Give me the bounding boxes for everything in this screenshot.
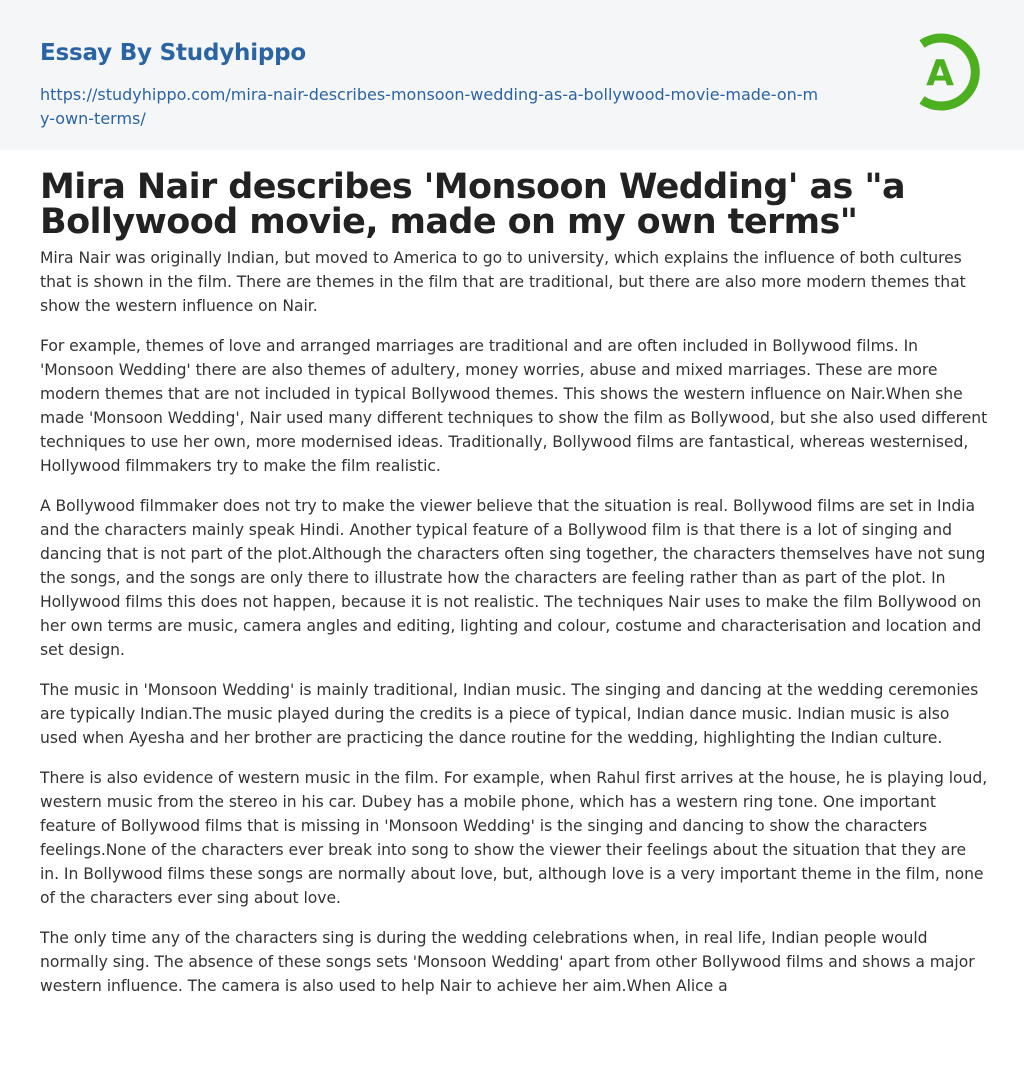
- essay-paragraph: Mira Nair was originally Indian, but moved to America to go to university, which explains the influence of both cultures that is shown in the film. There are themes in the film that are traditional, but there are also more modern themes that show the western influence on Nair.: [40, 249, 966, 315]
- essay-title: Mira Nair describes 'Monsoon Wedding' as "a Bollywood movie, made on my own terms": [40, 167, 905, 242]
- essay-paragraph: There is also evidence of western music in the film. For example, when Rahul first arrives at the house, he is playing loud, western music from the stereo in his car. Dubey has a mobile phone, which has a western ring tone. One important feature of Bollywood films that is missing in 'Monsoon Wedding' is the singing and dancing to show the characters feelings.None of the characters ever break into song to show the viewer their feelings about the situation that they are in. In Bollywood films these songs are normally about love, but, although love is a very important theme in the film, none of the characters ever sing about love.: [40, 769, 988, 907]
- essay-paragraph: A Bollywood filmmaker does not try to make the viewer believe that the situation is real. Bollywood films are set in India and the characters mainly speak Hindi. Another typical feature of a Bollywood film is that there is a lot of singing and dancing that is not part of the plot.Although the characters often sing together, the characters themselves have not sung the songs, and the songs are only there to illustrate how the characters are feeling rather than as part of the plot. In Hollywood films this does not happen, because it is not realistic. The techniques Nair uses to make the film Bollywood on her own terms are music, camera angles and editing, lighting and colour, costume and characterisation and location and set design.: [40, 497, 986, 659]
- site-header: [0, 0, 1024, 150]
- essay-body: [40, 246, 988, 998]
- essay-paragraph: The music in 'Monsoon Wedding' is mainly traditional, Indian music. The singing and dancing at the wedding ceremonies are typically Indian.The music played during the credits is a piece of typical, Indian dance music. Indian music is also used when Ayesha and her brother are practicing the dance routine for the wedding, highlighting the Indian culture.: [40, 681, 979, 747]
- site-brand[interactable]: Essay By Studyhippo: [40, 40, 307, 66]
- essay-paragraph: For example, themes of love and arranged marriages are traditional and are often included in Bollywood films. In 'Monsoon Wedding' there are also themes of adultery, money worries, abuse and mixed marriages. These are more modern themes that are not included in typical Bollywood themes. This shows the western influence on Nair.When she made 'Monsoon Wedding', Nair used many different techniques to show the film as Bollywood, but she also used different techniques to use her own, more modernised ideas. Traditionally, Bollywood films are fantastical, whereas westernised, Hollywood filmmakers try to make the film realistic.: [40, 337, 988, 475]
- logo-letter: A: [926, 53, 954, 94]
- essay-content: [0, 167, 1024, 998]
- studyhippo-logo-icon[interactable]: [910, 28, 988, 116]
- essay-paragraph: The only time any of the characters sing is during the wedding celebrations when, in real life, Indian people would normally sing. The absence of these songs sets 'Monsoon Wedding' apart from other Bollywood films and shows a major western influence. The camera is also used to help Nair to achieve her aim.When Alice a: [40, 929, 975, 995]
- source-url-link[interactable]: https://studyhippo.com/mira-nair-describes-monsoon-wedding-as-a-bollywood-movie-made-on-my-own-terms/: [40, 85, 819, 128]
